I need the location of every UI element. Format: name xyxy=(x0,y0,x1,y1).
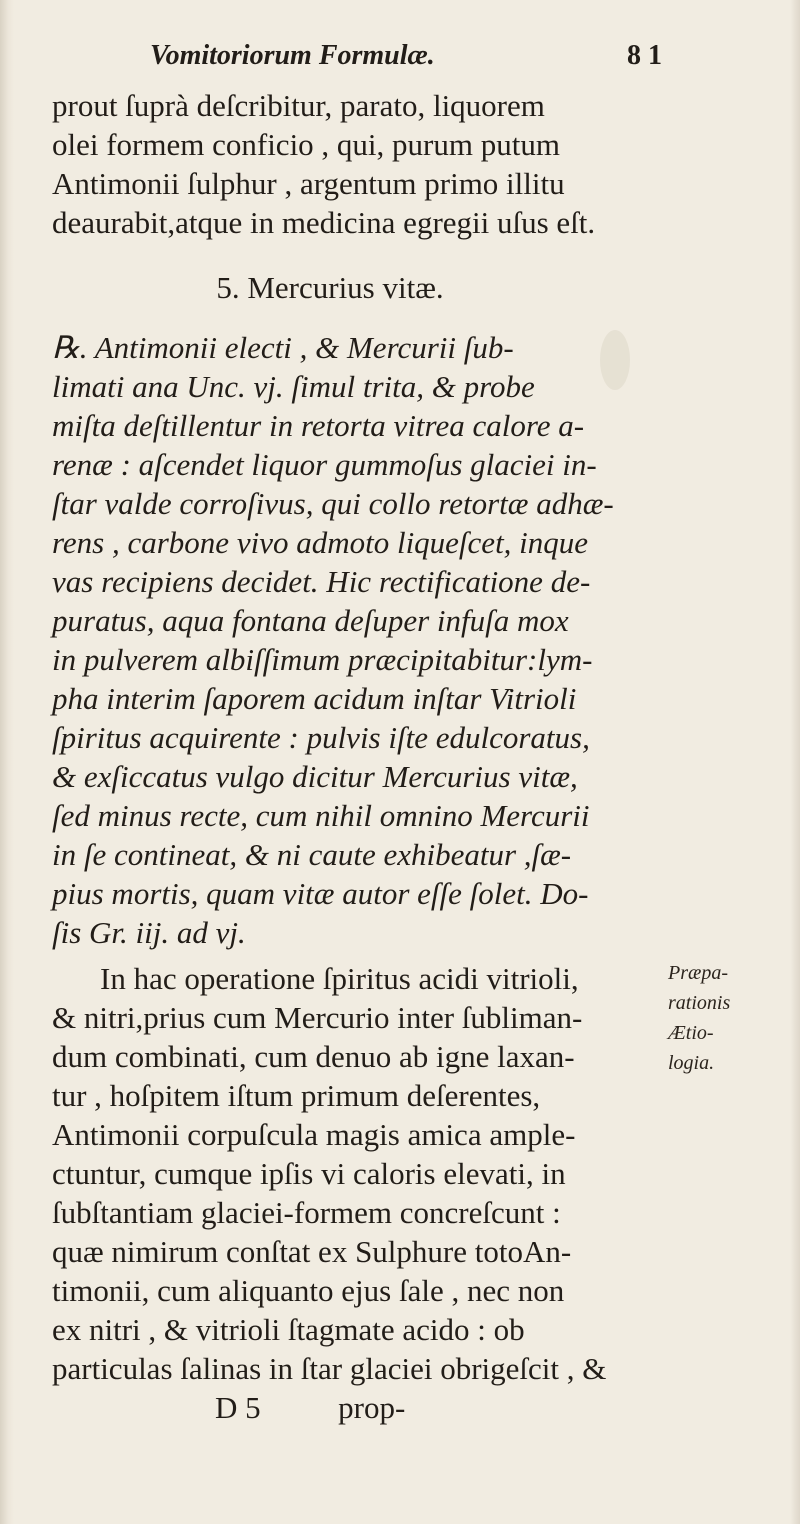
text-line: tur , hoſpitem iſtum primum deſerentes, xyxy=(52,1078,541,1113)
text-line: ctuntur, cumque ipſis vi caloris elevati, in xyxy=(52,1156,566,1191)
header-title: Vomitoriorum Formulæ. xyxy=(150,40,435,71)
text-line: limati ana Unc. vj. ſimul trita, & probe xyxy=(52,369,535,404)
text-line: vas recipiens decidet. Hic rectificatione de- xyxy=(52,564,591,599)
text-line: deaurabit,atque in medicina egregii uſus eſt. xyxy=(52,205,596,240)
text-line: timonii, cum aliquanto ejus ſale , nec non xyxy=(52,1273,565,1308)
page-right-edge xyxy=(790,0,800,1524)
text-line: in pulverem albiſſimum præcipitabitur:lym- xyxy=(52,642,593,677)
text-line: In hac operatione ſpiritus acidi vitrioli, xyxy=(100,961,579,996)
text-line: ex nitri , & vitrioli ſtagmate acido : ob xyxy=(52,1312,525,1347)
paper-stain xyxy=(600,330,630,390)
text-line: & exſiccatus vulgo dicitur Mercurius vitæ, xyxy=(52,759,578,794)
text-line: ſed minus recte, cum nihil omnino Mercurii xyxy=(52,798,590,833)
margin-note: Ætio- xyxy=(668,1022,714,1044)
section-heading: 5. Mercurius vitæ. xyxy=(216,270,444,305)
text-line: Antimonii ſulphur , argentum primo illitu xyxy=(52,166,565,201)
text-line: pha interim ſaporem acidum inſtar Vitrioli xyxy=(52,681,577,716)
text-line: olei formem conficio , qui, purum putum xyxy=(52,127,560,162)
text-line: dum combinati, cum denuo ab igne laxan- xyxy=(52,1039,575,1074)
text-line: ℞. Antimonii electi , & Mercurii ſub- xyxy=(52,330,514,365)
page-number: 8 1 xyxy=(627,40,662,71)
text-line: ſtar valde corroſivus, qui collo retortæ adhæ- xyxy=(52,486,614,521)
text-line: puratus, aqua fontana deſuper infuſa mox xyxy=(52,603,569,638)
text-line: renæ : aſcendet liquor gummoſus glaciei in- xyxy=(52,447,597,482)
signature-line: D 5 prop- xyxy=(215,1390,406,1425)
text-line: Antimonii corpuſcula magis amica ample- xyxy=(52,1117,576,1152)
text-line: ſpiritus acquirente : pulvis iſte edulcoratus, xyxy=(52,720,590,755)
text-line: in ſe contineat, & ni caute exhibeatur ,ſæ- xyxy=(52,837,572,872)
text-line: rens , carbone vivo admoto liqueſcet, inque xyxy=(52,525,589,560)
text-line: quæ nimirum conſtat ex Sulphure totoAn- xyxy=(52,1234,572,1269)
margin-note: logia. xyxy=(668,1052,715,1074)
margin-note: rationis xyxy=(668,992,731,1014)
text-line: ſis Gr. iij. ad vj. xyxy=(52,915,246,950)
text-line: miſta deſtillentur in retorta vitrea calore a- xyxy=(52,408,585,443)
margin-note: Præpa- xyxy=(668,962,728,984)
text-line: prout ſuprà deſcribitur, parato, liquorem xyxy=(52,88,545,123)
text-line: ſubſtantiam glaciei-formem concreſcunt : xyxy=(52,1195,561,1230)
text-line: particulas ſalinas in ſtar glaciei obrigeſcit , & xyxy=(52,1351,607,1386)
page-binding-edge xyxy=(0,0,14,1524)
text-line: & nitri,prius cum Mercurio inter ſubliman- xyxy=(52,1000,583,1035)
text-line: pius mortis, quam vitæ autor eſſe ſolet. Do- xyxy=(52,876,589,911)
